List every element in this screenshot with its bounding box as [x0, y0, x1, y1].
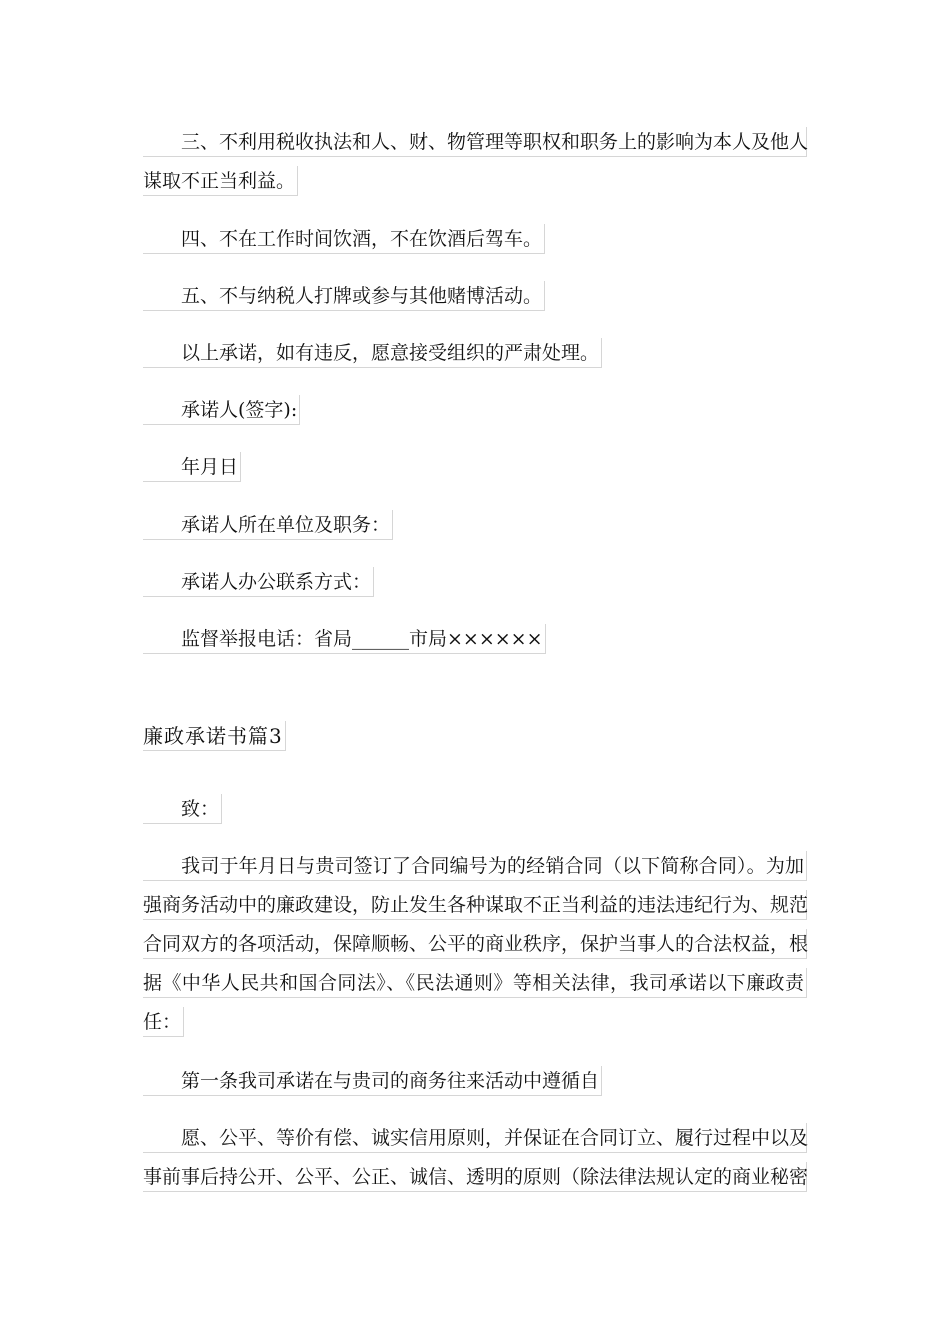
item3-line2: 谋取不正当利益。: [143, 166, 298, 196]
para1-line3: 合同双方的各项活动，保障顺畅、公平的商业秩序，保护当事人的合法权益，根: [143, 929, 807, 959]
para2-line2: 事前事后持公开、公平、公正、诚信、透明的原则（除法律法规认定的商业秘密: [143, 1162, 807, 1192]
para1-line4: 据《中华人民共和国合同法》、《民法通则》等相关法律，我司承诺以下廉政责: [143, 968, 807, 998]
para1-line5: 任：: [143, 1007, 184, 1037]
hotline-line: 监督举报电话：省局______市局××××××: [143, 624, 546, 654]
closing-statement: 以上承诺，如有违反，愿意接受组织的严肃处理。: [143, 338, 602, 368]
signature-line: 承诺人(签字):: [143, 395, 300, 425]
item5: 五、不与纳税人打牌或参与其他赌博活动。: [143, 281, 545, 311]
para2-line1: 愿、公平、等价有偿、诚实信用原则，并保证在合同订立、履行过程中以及: [143, 1123, 807, 1153]
section-heading: 廉政承诺书篇3: [143, 721, 286, 751]
unit-position-line: 承诺人所在单位及职务：: [143, 510, 393, 540]
para1-line2: 强商务活动中的廉政建设，防止发生各种谋取不正当利益的违法违纪行为、规范: [143, 890, 807, 920]
office-contact-line: 承诺人办公联系方式：: [143, 567, 374, 597]
salutation: 致：: [143, 794, 222, 824]
item3-line1: 三、不利用税收执法和人、财、物管理等职权和职务上的影响为本人及他人: [143, 127, 807, 157]
date-line: 年月日: [143, 452, 241, 482]
item4: 四、不在工作时间饮酒，不在饮酒后驾车。: [143, 224, 545, 254]
article1-line: 第一条我司承诺在与贵司的商务往来活动中遵循自: [143, 1066, 602, 1096]
para1-line1: 我司于年月日与贵司签订了合同编号为的经销合同（以下简称合同）。为加: [143, 851, 807, 881]
